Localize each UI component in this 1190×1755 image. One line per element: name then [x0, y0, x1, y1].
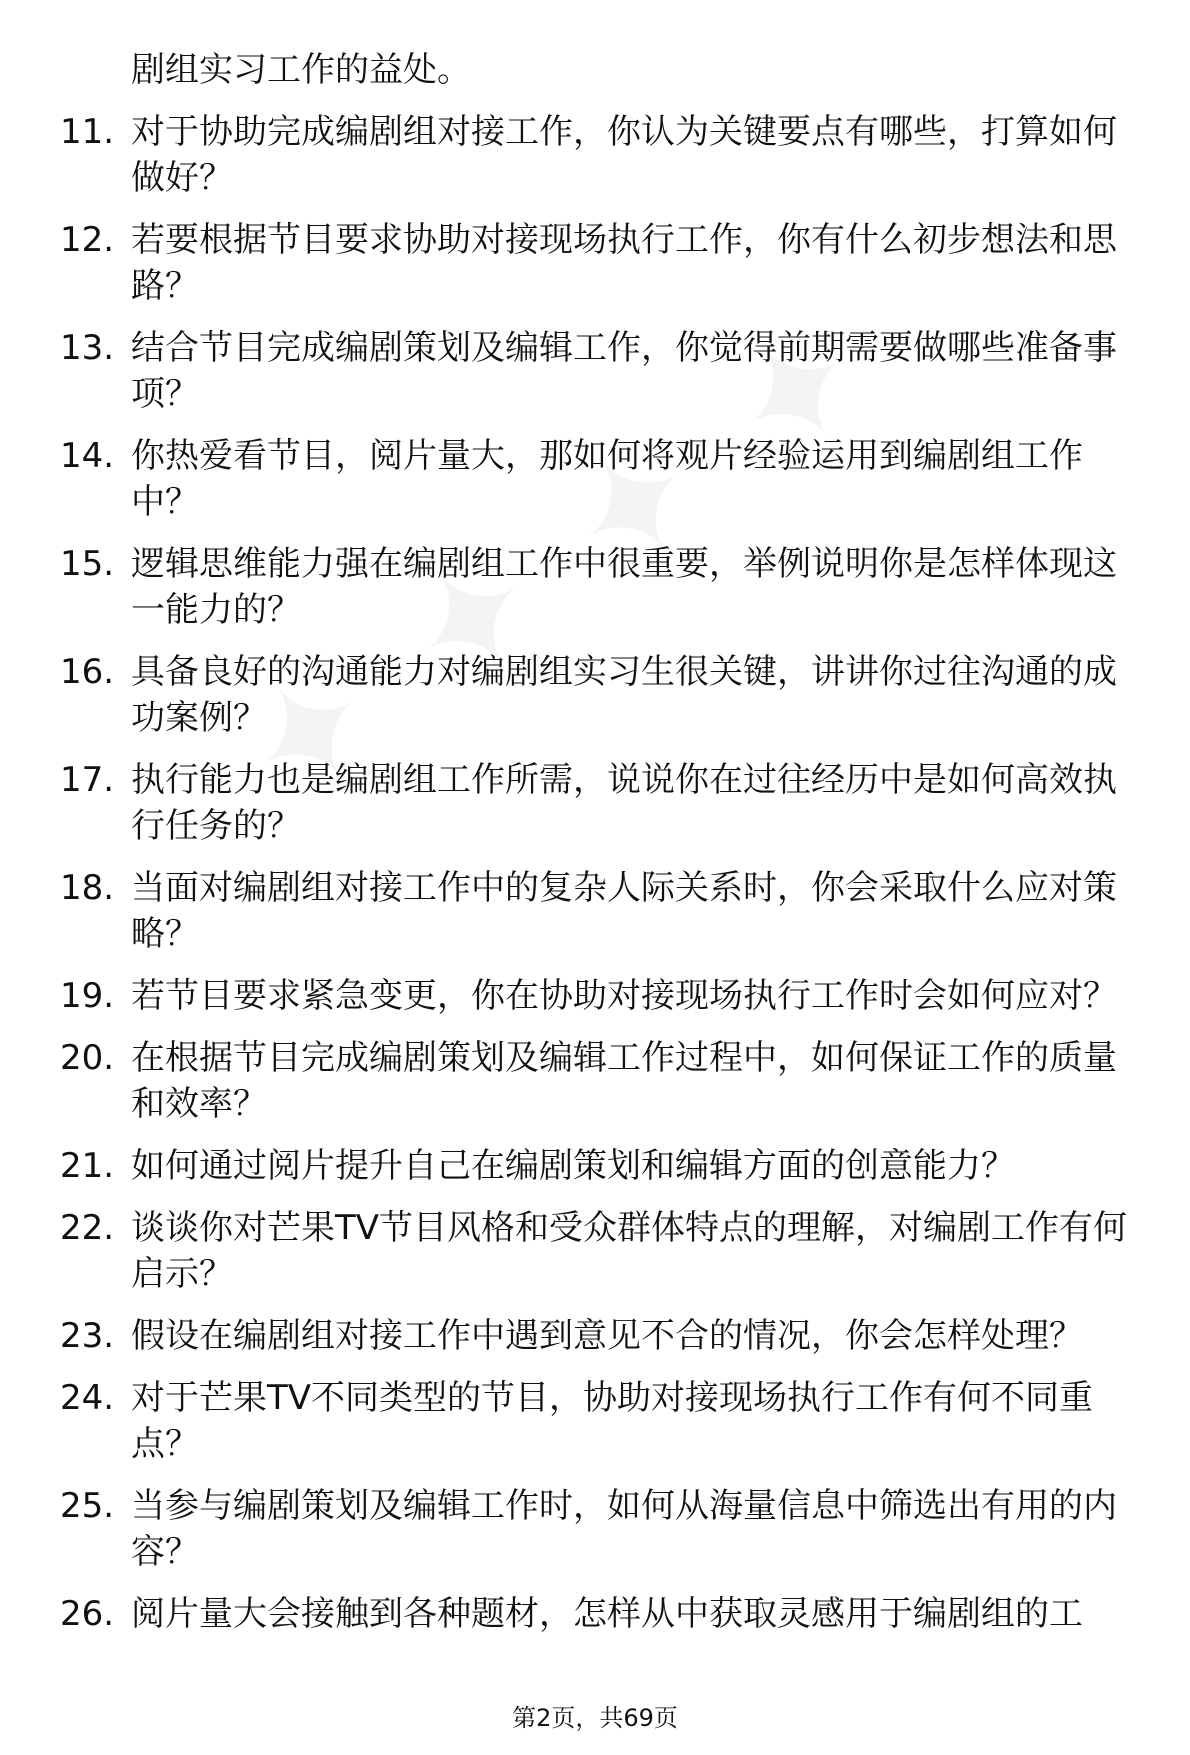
question-text: 对于协助完成编剧组对接工作，你认为关键要点有哪些，打算如何做好？: [131, 112, 1117, 198]
question-text: 假设在编剧组对接工作中遇到意见不合的情况，你会怎样处理？: [131, 1316, 1083, 1356]
list-item: [0, 217, 1190, 309]
question-text: 你热爱看节目，阅片量大，那如何将观片经验运用到编剧组工作中？: [131, 436, 1083, 522]
question-number: 15.: [60, 544, 115, 584]
question-number: 20.: [60, 1038, 115, 1078]
question-number: 12.: [60, 220, 115, 260]
list-item: [0, 757, 1190, 849]
question-text: 结合节目完成编剧策划及编辑工作，你觉得前期需要做哪些准备事项？: [131, 328, 1117, 414]
list-item: [0, 973, 1190, 1019]
list-item: [0, 1143, 1190, 1189]
list-item: [0, 649, 1190, 741]
question-text: 谈谈你对芒果TV节目风格和受众群体特点的理解，对编剧工作有何启示？: [131, 1208, 1128, 1294]
list-item: [0, 1313, 1190, 1359]
page-content: [0, 47, 1190, 1653]
question-text: 对于芒果TV不同类型的节目，协助对接现场执行工作有何不同重点？: [131, 1378, 1094, 1464]
question-number: 25.: [60, 1486, 115, 1526]
question-text: 具备良好的沟通能力对编剧组实习生很关键，讲讲你过往沟通的成功案例？: [131, 652, 1117, 738]
list-item: [0, 1375, 1190, 1467]
list-item: [0, 109, 1190, 201]
list-item: [0, 433, 1190, 525]
question-text: 当参与编剧策划及编辑工作时，如何从海量信息中筛选出有用的内容？: [131, 1486, 1117, 1572]
question-text: 当面对编剧组对接工作中的复杂人际关系时，你会采取什么应对策略？: [131, 868, 1117, 954]
question-number: 23.: [60, 1316, 115, 1356]
question-number: 22.: [60, 1208, 115, 1248]
question-number: 17.: [60, 760, 115, 800]
question-number: 13.: [60, 328, 115, 368]
question-text: 逻辑思维能力强在编剧组工作中很重要，举例说明你是怎样体现这一能力的？: [131, 544, 1117, 630]
question-number: 14.: [60, 436, 115, 476]
question-number: 21.: [60, 1146, 115, 1186]
question-number: 19.: [60, 976, 115, 1016]
question-number: 11.: [60, 112, 115, 152]
question-text: 若节目要求紧急变更，你在协助对接现场执行工作时会如何应对？: [131, 976, 1117, 1016]
question-text: 如何通过阅片提升自己在编剧策划和编辑方面的创意能力？: [131, 1146, 1015, 1186]
question-list: [0, 109, 1190, 1637]
page-footer: 第2页，共69页: [512, 1704, 678, 1732]
list-item: [0, 541, 1190, 633]
question-number: 16.: [60, 652, 115, 692]
question-text: 若要根据节目要求协助对接现场执行工作，你有什么初步想法和思路？: [131, 220, 1117, 306]
question-text: 阅片量大会接触到各种题材，怎样从中获取灵感用于编剧组的工: [131, 1594, 1083, 1634]
continuation-text: 剧组实习工作的益处。: [131, 50, 471, 90]
list-item: [0, 1591, 1190, 1637]
question-number: 26.: [60, 1594, 115, 1634]
question-text: 执行能力也是编剧组工作所需，说说你在过往经历中是如何高效执行任务的？: [131, 760, 1117, 846]
list-item: [0, 1035, 1190, 1127]
list-item: [0, 325, 1190, 417]
question-number: 18.: [60, 868, 115, 908]
question-text: 在根据节目完成编剧策划及编辑工作过程中，如何保证工作的质量和效率？: [131, 1038, 1117, 1124]
question-number: 24.: [60, 1378, 115, 1418]
list-item: [0, 1205, 1190, 1297]
list-item: [0, 865, 1190, 957]
list-item: [0, 1483, 1190, 1575]
